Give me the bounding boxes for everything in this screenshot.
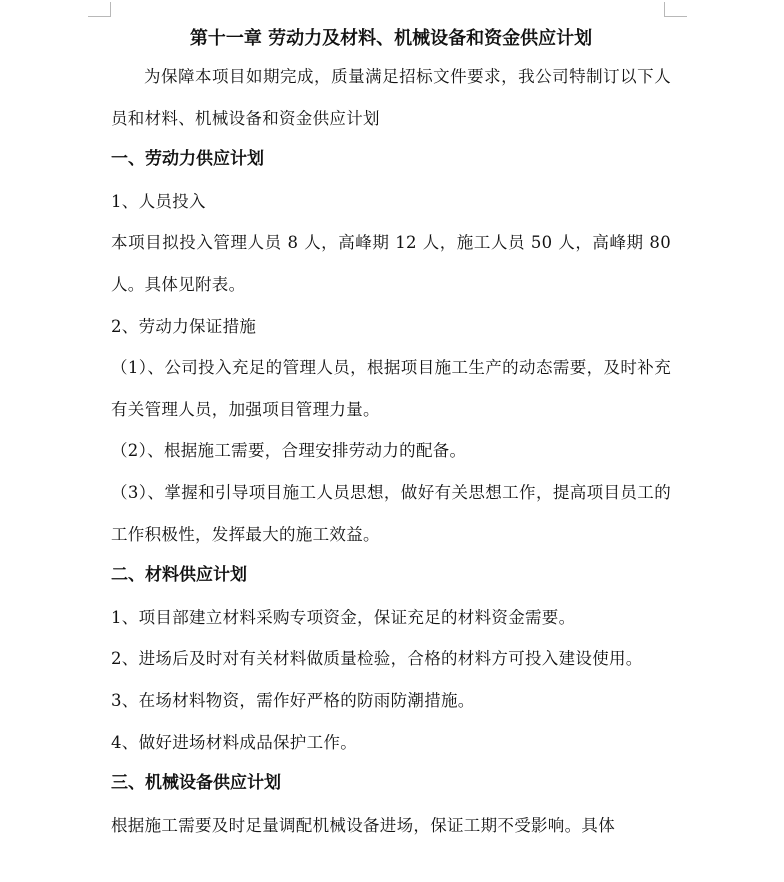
material-item: 4、做好进场材料成品保护工作。	[111, 732, 357, 752]
section2-heading: 二、材料供应计划	[111, 565, 247, 586]
measure-paragraph: （2）、根据施工需要，合理安排劳动力的配备。	[111, 441, 467, 461]
section1-heading: 一、劳动力供应计划	[111, 149, 264, 170]
intro-paragraph: 为保障本项目如期完成，质量满足招标文件要求，我公司特制订以下人员和材料、机械设备和资金供应计划	[111, 67, 671, 128]
section1-item1-title: 1、人员投入	[111, 191, 206, 211]
section3-text: 根据施工需要及时足量调配机械设备进场，保证工期不受影响。具体	[111, 815, 615, 835]
material-item: 3、在场材料物资，需作好严格的防雨防潮措施。	[111, 690, 475, 710]
document-body	[111, 22, 671, 846]
page-corner-mark-right	[664, 2, 687, 17]
material-item: 2、进场后及时对有关材料做质量检验，合格的材料方可投入建设使用。	[111, 649, 643, 669]
measure-paragraph: （3）、掌握和引导项目施工人员思想，做好有关思想工作，提高项目员工的工作积极性，发挥最大的施工效益。	[111, 482, 671, 544]
page-corner-mark-left	[88, 2, 111, 17]
section3-heading: 三、机械设备供应计划	[111, 773, 281, 794]
section1-item2-title: 2、劳动力保证措施	[111, 316, 257, 336]
measure-paragraph: （1）、公司投入充足的管理人员，根据项目施工生产的动态需要，及时补充有关管理人员，加强项目管理力量。	[111, 358, 671, 419]
section1-item1-text: 本项目拟投入管理人员 8 人，高峰期 12 人，施工人员 50 人，高峰期 80 人。具体见附表。	[111, 233, 671, 294]
material-item: 1、项目部建立材料采购专项资金，保证充足的材料资金需要。	[111, 607, 576, 627]
chapter-title: 第十一章 劳动力及材料、机械设备和资金供应计划	[189, 28, 593, 49]
